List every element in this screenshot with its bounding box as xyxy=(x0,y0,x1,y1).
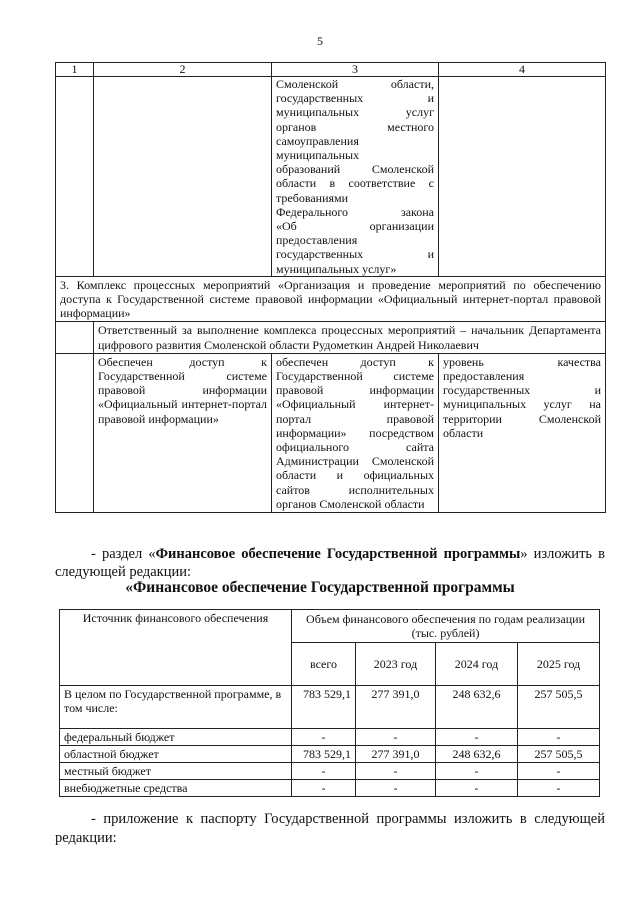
paragraph-appendix xyxy=(55,810,605,848)
value-cell: - xyxy=(356,729,436,746)
value-cell: - xyxy=(518,763,600,780)
cell-line: самоуправления xyxy=(276,133,359,148)
cell-line: предоставления xyxy=(276,233,358,248)
value-cell: - xyxy=(292,763,356,780)
finance-row-extrabudget xyxy=(60,780,600,797)
para-bold: Финансовое обеспечение Государственной программы xyxy=(155,546,521,562)
measures-table xyxy=(55,62,606,513)
para-prefix: - раздел « xyxy=(91,546,156,562)
table-cell xyxy=(56,77,94,277)
section-title-row xyxy=(56,276,606,322)
row-label: областной бюджет xyxy=(60,746,292,763)
task-cell: Обеспечен доступ к Государственной системе правовой информации «Официальный интернет-портал правовой информации» xyxy=(94,353,272,512)
subheader-2024: 2024 год xyxy=(436,643,518,686)
cell-line: муниципальных услуг» xyxy=(276,261,397,276)
responsible-person: Ответственный за выполнение комплекса процессных мероприятий – начальник Департамента цифрового развития Смоленской области Рудометкин Андрей Николаевич xyxy=(94,322,606,353)
finance-row-local xyxy=(60,763,600,780)
para-appendix-text: - приложение к паспорту Государственной программы изложить в следующей редакции: xyxy=(55,811,605,846)
value-cell: - xyxy=(436,729,518,746)
paragraph-finance-section xyxy=(55,545,605,581)
data-row xyxy=(56,353,606,512)
value-cell: 783 529,1 xyxy=(292,686,356,729)
value-cell: - xyxy=(518,780,600,797)
source-header: Источник финансового обеспечения xyxy=(60,610,292,686)
para-suffix: » изложить в следующей редакции: xyxy=(55,546,606,580)
cell-line: «Об организации xyxy=(276,219,434,234)
value-cell: - xyxy=(518,729,600,746)
cell-line: органов местного xyxy=(276,119,434,134)
continuation-row xyxy=(56,77,606,277)
cell-line: Смоленской области, xyxy=(276,77,434,91)
value-cell: - xyxy=(356,780,436,797)
value-cell: 277 391,0 xyxy=(356,686,436,729)
header-cell: 1 xyxy=(56,63,94,77)
value-cell: 783 529,1 xyxy=(292,746,356,763)
row-label: федеральный бюджет xyxy=(60,729,292,746)
value-cell: - xyxy=(436,763,518,780)
page-number: 5 xyxy=(317,34,323,48)
row-label: местный бюджет xyxy=(60,763,292,780)
indicator-cell: уровень качества предоставления государственных и муниципальных услуг на территории Смоленской области xyxy=(439,353,606,512)
cell-line: муниципальных услуг xyxy=(276,105,434,120)
value-cell: 248 632,6 xyxy=(436,746,518,763)
finance-header-row xyxy=(60,610,600,643)
value-cell: 248 632,6 xyxy=(436,686,518,729)
value-cell: 257 505,5 xyxy=(518,746,600,763)
cell-line: муниципальных xyxy=(276,148,360,163)
table-header-row xyxy=(56,63,606,77)
responsible-row xyxy=(56,322,606,353)
value-cell: 257 505,5 xyxy=(518,686,600,729)
table-cell xyxy=(56,322,94,353)
effect-cell: обеспечен доступ к Государственной системе правовой информации «Официальный интернет-портал правовой информации» посредством официального сайта Администрации Смоленской области и официальных сайтов исполнительных органов Смоленской области xyxy=(272,353,439,512)
header-cell: 3 xyxy=(272,63,439,77)
value-cell: - xyxy=(356,763,436,780)
finance-row-total xyxy=(60,686,600,729)
subheader-2023: 2023 год xyxy=(356,643,436,686)
cell-line: государственных и xyxy=(276,247,434,262)
finance-row-federal xyxy=(60,729,600,746)
row-label: внебюджетные средства xyxy=(60,780,292,797)
section-heading: «Финансовое обеспечение Государственной программы xyxy=(125,579,515,596)
table-cell xyxy=(56,353,94,512)
value-cell: - xyxy=(292,780,356,797)
header-cell: 2 xyxy=(94,63,272,77)
volume-header: Объем финансового обеспечения по годам реализации (тыс. рублей) xyxy=(292,610,600,643)
header-cell: 4 xyxy=(439,63,606,77)
cell-line: Федерального закона xyxy=(276,204,434,219)
value-cell: - xyxy=(436,780,518,797)
cell-line: области в соответствие с xyxy=(276,176,434,191)
section-title: 3. Комплекс процессных мероприятий «Организация и проведение мероприятий по обеспечению доступа к Государственной системе правовой информации «Официальный интернет-портал правовой информации» xyxy=(56,276,606,322)
table-cell xyxy=(439,77,606,277)
row-label: В целом по Государственной программе, в том числе: xyxy=(60,686,292,729)
table-cell xyxy=(272,77,439,277)
table-cell xyxy=(94,77,272,277)
cell-line: образований Смоленской xyxy=(276,162,434,177)
value-cell: 277 391,0 xyxy=(356,746,436,763)
subheader-total: всего xyxy=(292,643,356,686)
value-cell: - xyxy=(292,729,356,746)
finance-table xyxy=(59,609,600,797)
cell-line: государственных и xyxy=(276,91,434,106)
subheader-2025: 2025 год xyxy=(518,643,600,686)
cell-line: требованиями xyxy=(276,190,349,205)
finance-row-regional xyxy=(60,746,600,763)
